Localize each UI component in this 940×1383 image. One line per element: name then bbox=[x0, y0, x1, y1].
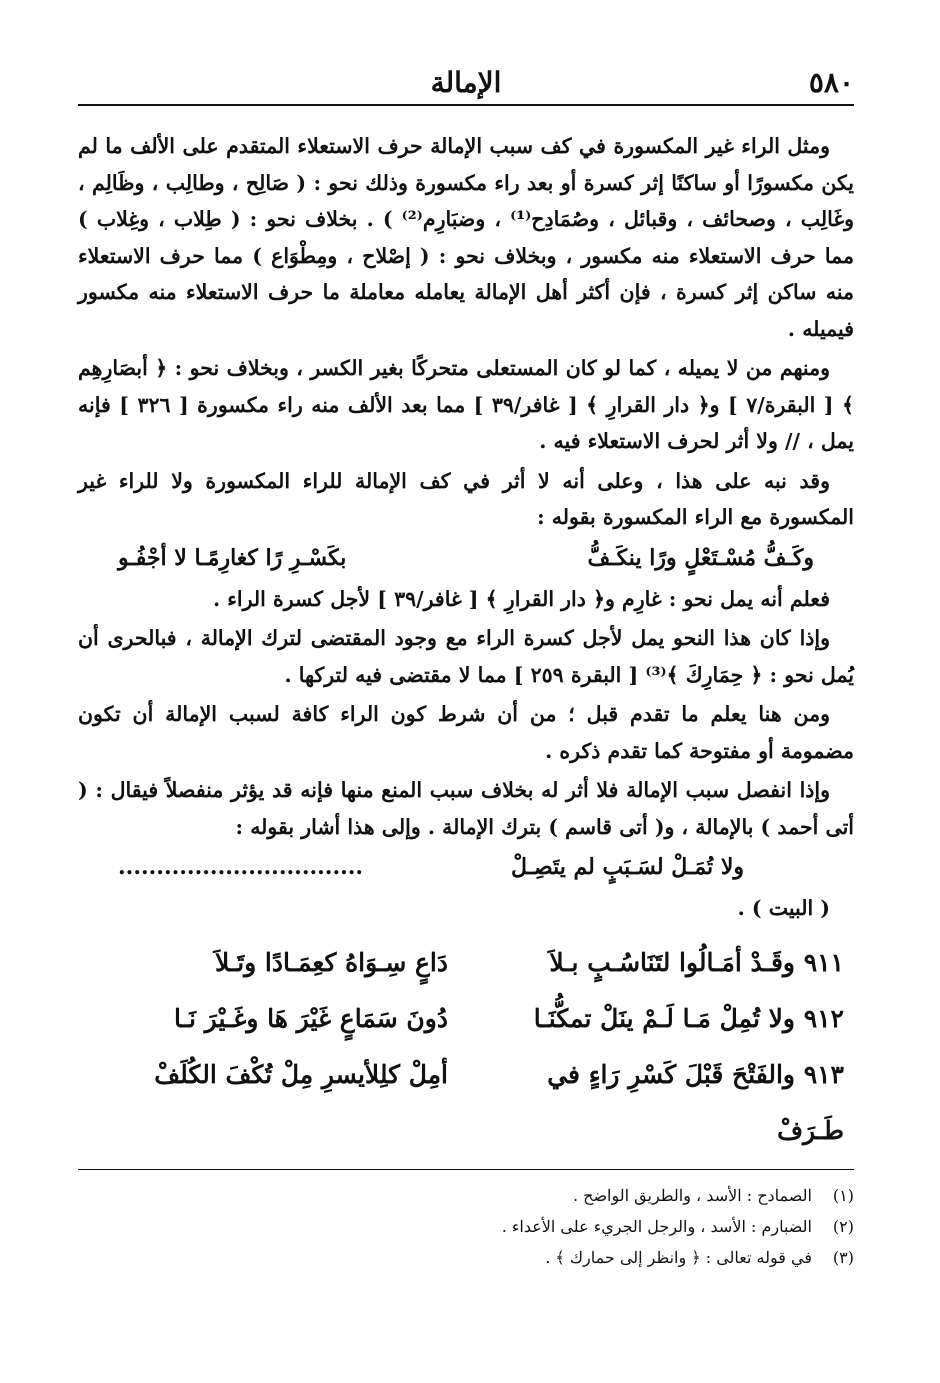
verse-first-hemistich: ولا تُمَـلْ لسَـبَبٍ لم يتَصِـلْ bbox=[510, 854, 744, 880]
poem-first-hemistich: ٩١٢ ولا تُمِلْ مَـا لَـمْ ينَلْ تمكُّنَـا bbox=[533, 1003, 844, 1033]
document-page bbox=[78, 60, 854, 1273]
verse-second-hemistich: ................................ bbox=[118, 854, 364, 880]
footnote-text: الضبارم : الأسد ، والرجل الجريء على الأعداء . bbox=[501, 1216, 812, 1236]
poem-line bbox=[78, 1047, 854, 1159]
verse-line bbox=[78, 848, 854, 886]
poem-second-hemistich: دُونَ سَمَاعٍ غَيْرَ هَا وغَـيْرَ نَـا bbox=[174, 1003, 448, 1033]
poem-line bbox=[78, 991, 854, 1047]
footnote bbox=[78, 1180, 854, 1211]
verse-line bbox=[78, 539, 854, 577]
footnote bbox=[78, 1242, 854, 1273]
poem-first-hemistich: ٩١٣ والفَتْحَ قَبْلَ كَسْرِ رَاءٍ في طَـرَفْ bbox=[547, 1059, 844, 1145]
footnote-number: (٢) bbox=[832, 1216, 854, 1236]
verse-reference: ( البيت ) . bbox=[737, 896, 830, 920]
poem-second-hemistich: أمِلْ كلِلأيسرِ مِلْ تُكْفَ الكُلَفْ bbox=[154, 1059, 448, 1089]
poem-second-hemistich: دَاعٍ سِـوَاهُ كعِمَـادًا وتَـلاَ bbox=[214, 947, 448, 977]
footnote-number: (١) bbox=[832, 1185, 854, 1205]
paragraph: فعلم أنه يمل نحو : غارِم و﴿ دار القرارِ ﴾ [ غافر/٣٩ ] لأجل كسرة الراء . bbox=[212, 586, 830, 611]
poem bbox=[78, 935, 854, 1159]
footnote-text: الصمادح : الأسد ، والطريق الواضح . bbox=[572, 1185, 812, 1205]
verse-second-hemistich: بكَسْـرِ رًا كغارِمًـا لا أجْفُـو bbox=[118, 544, 347, 571]
poem-line bbox=[78, 935, 854, 991]
poem-first-hemistich: ٩١١ وقَـدْ أمَـالُوا لتَنَاسُـبٍ بـلاَ bbox=[549, 947, 844, 977]
page-header bbox=[78, 60, 854, 106]
paragraph: ومنهم من لا يميله ، كما لو كان المستعلى متحركًا بغير الكسر ، وبخلاف نحو : ﴿ أبصَارِهِم ﴾ [ البقرة/٧ ] و﴿ دار القرارِ ﴾ [ غافر/٣٩ ] مما بعد الألف منه راء مكسورة [ ٣٢٦ ] فإنه يمل ، // ولا أثر لحرف الاستعلاء فيه . bbox=[78, 356, 854, 453]
footnote-number: (٣) bbox=[832, 1247, 854, 1267]
running-title: الإمالة bbox=[430, 66, 502, 99]
verse-first-hemistich: وكَـفُّ مُسْـتَعْلٍ ورًا ينكَـفُّ bbox=[587, 544, 814, 571]
paragraph: وإذا انفصل سبب الإمالة فلا أثر له بخلاف سبب المنع منها فإنه قد يؤثر منفصلاً فيقال : ( أتى أحمد ) بالإمالة ، و( أتى قاسم ) بترك الإمالة . وإلى هذا أشار بقوله : bbox=[78, 778, 854, 839]
paragraph: ومثل الراء غير المكسورة في كف سبب الإمالة حرف الاستعلاء المتقدم على الألف ما لم يكن مكسورًا أو ساكنًا إثر كسرة أو بعد راء مكسورة وذلك نحو : ( صَالِح ، وطالِب ، وظَالِم ، وغَالِب ، وصحائف ، وقبائل ، وصُمَادِح⁽¹⁾ ، وضبَارِم⁽²⁾ ) . بخلاف نحو : ( طِلاب ، وغِلاب ) مما حرف الاستعلاء منه مكسور ، وبخلاف نحو : ( إصْلاح ، ومِطْوَاع ) مما حرف الاستعلاء منه ساكن إثر كسرة ، فإن أكثر أهل الإمالة يعامله معاملة ما حرف الاستعلاء منه مكسور فيميله . bbox=[78, 134, 855, 341]
paragraph: وقد نبه على هذا ، وعلى أنه لا أثر في كف الإمالة للراء المكسورة ولا للراء غير المكسورة مع الراء المكسورة بقوله : bbox=[78, 468, 854, 529]
paragraph: وإذا كان هذا النحو يمل لأجل كسرة الراء مع وجود المقتضى لترك الإمالة ، فبالحرى أن يُمل نحو : ﴿ حِمَارِكَ ﴾⁽³⁾ [ البقرة ٢٥٩ ] مما لا مقتضى فيه لتركها . bbox=[78, 626, 854, 687]
footnote bbox=[78, 1211, 854, 1242]
footnotes bbox=[78, 1169, 854, 1273]
footnote-text: في قوله تعالى : ﴿ وانظر إلى حمارك ﴾ . bbox=[545, 1247, 812, 1267]
paragraph: ومن هنا يعلم ما تقدم قبل ؛ من أن شرط كون الراء كافة لسبب الإمالة أن تكون مضمومة أو مفتوحة كما تقدم ذكره . bbox=[78, 702, 854, 763]
body-text bbox=[78, 128, 854, 927]
page-number: ٥٨٠ bbox=[808, 66, 854, 99]
